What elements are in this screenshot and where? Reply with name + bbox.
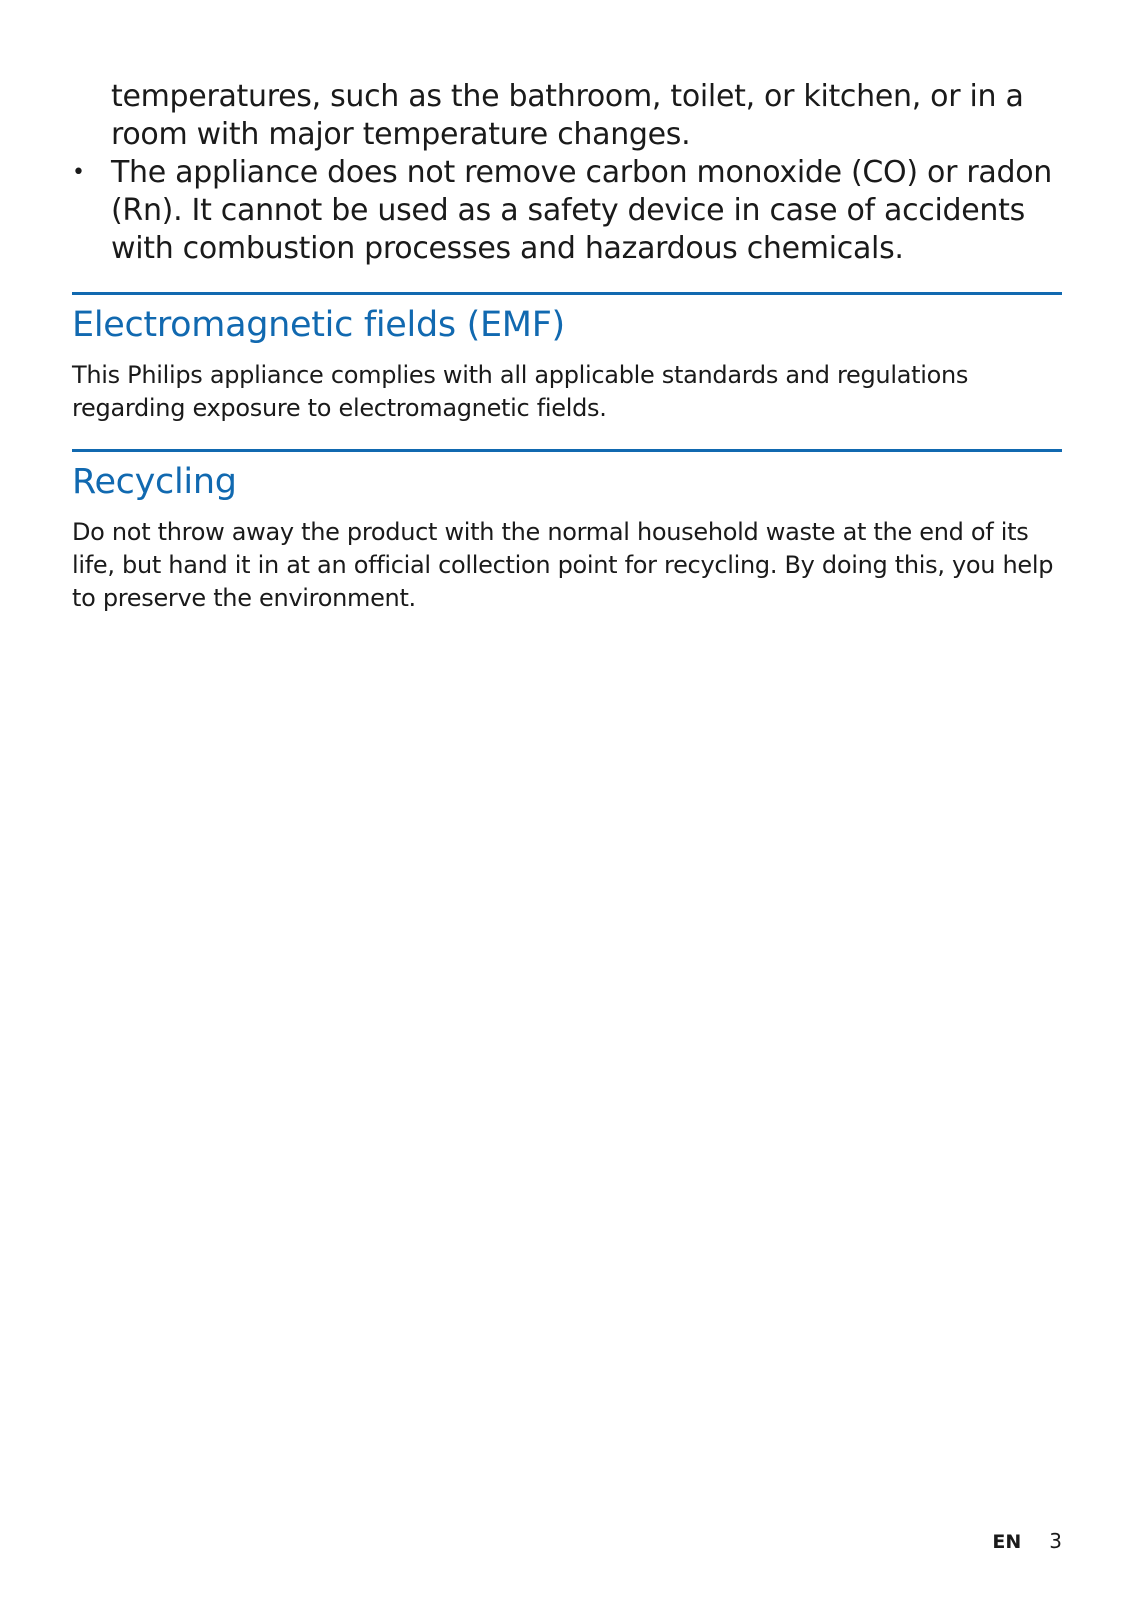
language-code: EN — [992, 1531, 1022, 1553]
list-item-text: The appliance does not remove carbon monoxide (CO) or radon (Rn). It cannot be used as a safety device in case of accidents with combustion processes and hazardous chemicals. — [111, 155, 1052, 266]
continued-paragraph: temperatures, such as the bathroom, toilet, or kitchen, or in a room with major temperature changes. — [111, 79, 1024, 152]
section-title-emf: Electromagnetic fields (EMF) — [72, 305, 565, 345]
bullet-list — [72, 154, 1062, 268]
bullet-icon: • — [72, 160, 85, 185]
section-title-recycling: Recycling — [72, 462, 237, 502]
section-divider — [72, 292, 1062, 295]
page-number: 3 — [1049, 1529, 1062, 1553]
section-divider — [72, 449, 1062, 452]
section-body-recycling: Do not throw away the product with the normal household waste at the end of its life, but hand it in at an official collection point for recycling. By doing this, you help to preserve the environment. — [72, 518, 1054, 612]
section-recycling — [72, 449, 1062, 615]
list-item — [72, 154, 1062, 268]
section-body-emf: This Philips appliance complies with all applicable standards and regulations regarding exposure to electromagnetic fields. — [72, 361, 969, 422]
document-page — [72, 78, 1062, 615]
section-emf — [72, 292, 1062, 425]
page-footer — [992, 1528, 1062, 1555]
